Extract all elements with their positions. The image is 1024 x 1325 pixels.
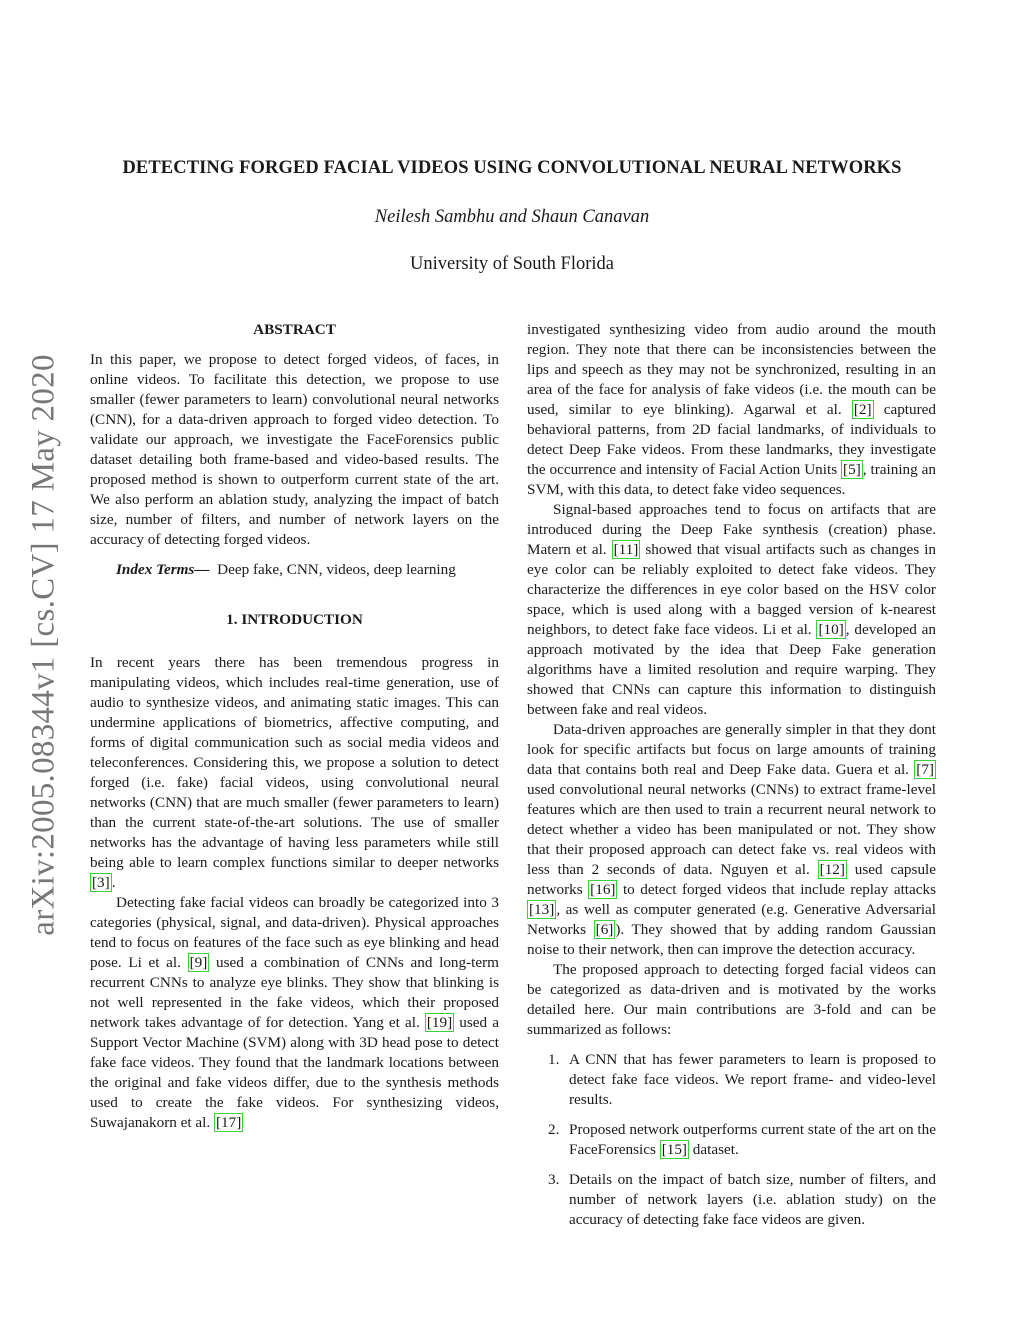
- citation-link[interactable]: [13]: [529, 901, 555, 918]
- citation-link[interactable]: [15]: [661, 1141, 687, 1158]
- index-terms-text: Deep fake, CNN, videos, deep learning: [217, 561, 456, 578]
- citation-link[interactable]: [16]: [590, 881, 616, 898]
- right-column: [527, 320, 936, 1240]
- left-column: [90, 320, 499, 1133]
- abstract-text: In this paper, we propose to detect forged videos, of faces, in online videos. To facilitate this detection, we propose to use smaller (fewer parameters to learn) convolutional neural networks (CNN), for a data-driven approach to forged video detection. To validate our approach, we investigate the FaceForensics public dataset detailing both frame-based and video-based results. The proposed method is shown to outperform current state of the art. We also perform an ablation study, analyzing the impact of batch size, number of filters, and number of network layers on the accuracy of detecting forged videos.: [90, 351, 499, 548]
- citation-link[interactable]: [11]: [613, 541, 639, 558]
- list-item: 3. Details on the impact of batch size, number of filters, and number of network layers (i.e. ablation study) on the accuracy of detecting fake face videos are given.: [548, 1171, 936, 1228]
- list-item: 1. A CNN that has fewer parameters to learn is proposed to detect fake face videos. We report frame- and video-level results.: [548, 1051, 936, 1108]
- citation-link[interactable]: [7]: [916, 761, 934, 778]
- intro-paragraph-5: The proposed approach to detecting forged facial videos can be categorized as data-driven and is motivated by the works detailed here. Our main contributions are 3-fold and can be summarized as follows:: [527, 961, 936, 1038]
- citation-link[interactable]: [19]: [426, 1014, 453, 1031]
- intro-paragraph-1: In recent years there has been tremendous progress in manipulating videos, which includes real-time generation, use of audio to synthesize videos, and animating static images. This can undermine applications of biometrics, affective computing, and forms of digital communication such as social media videos and teleconferences. Considering this, we propose a solution to detect forged (i.e. fake) facial videos, using convolutional neural networks (CNN) that are much smaller (fewer parameters to learn) than the current state-of-the-art solutions. The use of smaller networks has the advantage of having less parameters while still being able to learn complex functions similar to deeper networks [3] .: [90, 654, 499, 891]
- intro-paragraph-2: Detecting fake facial videos can broadly be categorized into 3 categories (physical, signal, and data-driven). Physical approaches tend to focus on features of the face such as eye blinking and head pose. Li et al. [9] used a combination of CNNs and long-term recurrent CNNs to analyze eye blinks. They show that blinking is not well represented in the fake videos, which their proposed network takes advantage of for detection. Yang et al. [19] used a Support Vector Machine (SVM) along with 3D head pose to detect fake face videos. They found that the landmark locations between the original and fake videos differ, due to the synthesis methods used to create the fake videos. For synthesizing videos, Suwajanakorn et al. [17]: [90, 894, 499, 1131]
- intro-paragraph-4: Data-driven approaches are generally simpler in that they dont look for specific artifacts but focus on large amounts of training data that contains both real and Deep Fake data. Guera et al. [7] used convolutional neural networks (CNNs) to extract frame-level features which are then used to train a recurrent neural network to detect whether a video has been manipulated or not. They show that their proposed approach can detect fake vs. real videos with less than 2 seconds of data. Nguyen et al. [12] used capsule networks [16] to detect forged videos that include replay attacks [13] , as well as computer generated (e.g. Generative Adversarial Networks [6] ). They showed that by adding random Gaussian noise to their network, then can improve the detection accuracy.: [527, 721, 936, 958]
- citation-link[interactable]: [17]: [216, 1114, 242, 1131]
- contributions-list: [527, 1050, 936, 1230]
- citation-link[interactable]: [6]: [595, 921, 614, 938]
- citation-link[interactable]: [9]: [189, 954, 208, 971]
- paper-authors: Neilesh Sambhu and Shaun Canavan: [374, 207, 650, 227]
- citation-link[interactable]: [5]: [843, 461, 861, 478]
- paper-title: DETECTING FORGED FACIAL VIDEOS USING CONVOLUTIONAL NEURAL NETWORKS: [122, 158, 902, 178]
- citation-link[interactable]: [2]: [853, 401, 872, 418]
- index-terms-label: Index Terms—: [116, 561, 210, 578]
- citation-link[interactable]: [12]: [819, 861, 845, 878]
- paper-affiliation: University of South Florida: [409, 254, 614, 274]
- list-item: 2. Proposed network outperforms current state of the art on the FaceForensics [15] dataset.: [548, 1121, 936, 1158]
- index-terms: [90, 560, 499, 580]
- intro-paragraph-2-continued: investigated synthesizing video from audio around the mouth region. They note that there can be inconsistencies between the lips and speech as they may not be synchronized, resulting in an area of the face for analysis of fake videos (i.e. the mouth can be used, similar to eye blinking). Agarwal et al. [2] captured behavioral patterns, from 2D facial landmarks, of individuals to detect Deep Fake videos. From these landmarks, they investigate the occurrence and intensity of Facial Action Units [5] , training an SVM, with this data, to detect fake video sequences.: [527, 321, 937, 498]
- section-heading-introduction: 1. INTRODUCTION: [226, 611, 363, 628]
- abstract-heading: ABSTRACT: [253, 321, 336, 338]
- arxiv-stamp-text: arXiv:2005.08344v1 [cs.CV] 17 May 2020: [25, 354, 62, 936]
- citation-link[interactable]: [3]: [92, 874, 110, 891]
- intro-paragraph-3: Signal-based approaches tend to focus on artifacts that are introduced during the Deep Fake synthesis (creation) phase. Matern et al. [11] showed that visual artifacts such as changes in eye color can be reliably exploited to detect fake videos. They characterize the differences in eye color based on the HSV color space, which is used along with a bagged version of k-nearest neighbors, to detect fake face videos. Li et al. [10] , developed an approach motivated by the idea that Deep Fake generation algorithms have a limited resolution and require warping. They showed that CNNs can capture this information to distinguish between fake and real videos.: [527, 501, 937, 718]
- citation-link[interactable]: [10]: [818, 621, 844, 638]
